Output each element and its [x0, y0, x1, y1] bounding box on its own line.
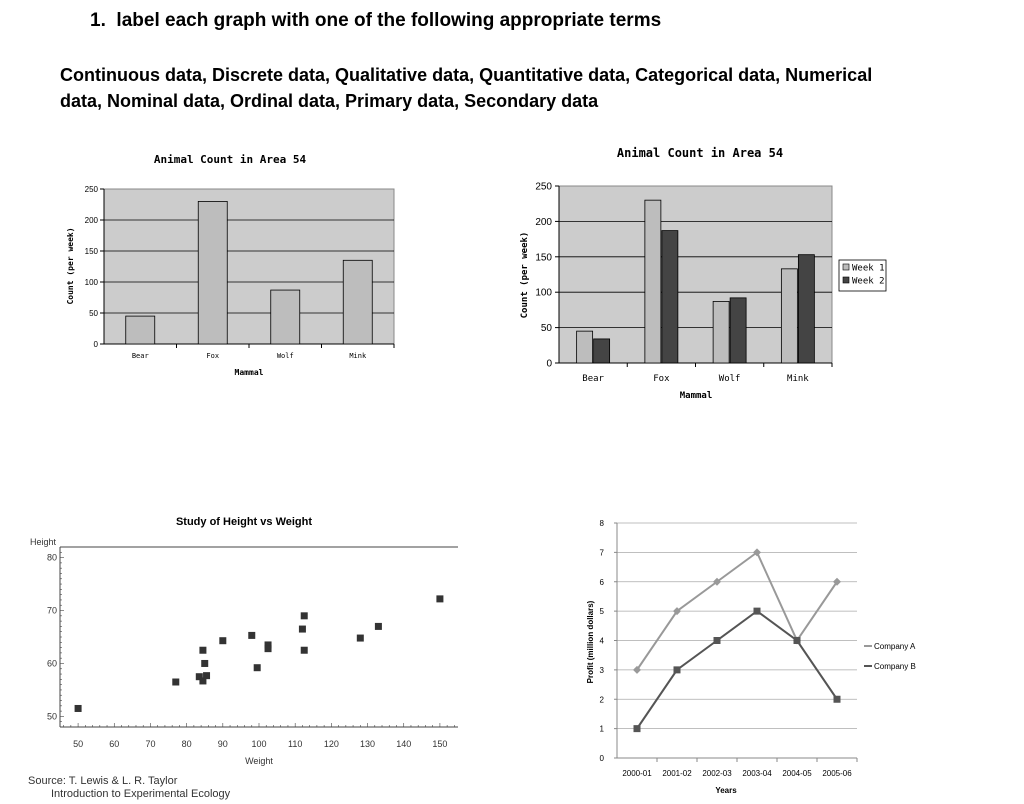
chart2-legend-label: Week 1: [852, 263, 885, 274]
chart4-point-company-b: [794, 637, 801, 644]
chart4-legend-label: Company B: [874, 662, 916, 671]
terms-line-1: Continuous data, Discrete data, Qualitative data, Quantitative data, Categorical data, Numerical: [60, 65, 873, 85]
chart4-x-tick-label: 2002-03: [702, 769, 732, 778]
chart4-x-tick-label: 2003-04: [742, 769, 772, 778]
chart3-x-axis-label: Weight: [245, 756, 273, 766]
chart2-x-axis-label: Mammal: [679, 391, 713, 401]
chart3-point: [75, 705, 82, 712]
chart3-point: [199, 647, 206, 654]
chart3-x-tick-label: 130: [360, 739, 376, 749]
chart4-y-tick-label: 5: [599, 607, 604, 617]
chart2-bar-mink-week2: [798, 255, 814, 363]
chart3-title: Study of Height vs Weight: [175, 516, 313, 528]
terms-line-2: data, Nominal data, Ordinal data, Primary data, Secondary data: [60, 91, 599, 111]
chart4-y-tick-label: 7: [599, 548, 604, 558]
chart4-y-axis-label: Profit (million dollars): [586, 600, 595, 684]
chart2-x-tick-label: Fox: [653, 374, 670, 384]
chart3-point: [201, 660, 208, 667]
chart3-point: [248, 632, 255, 639]
chart4-point-company-b: [674, 666, 681, 673]
chart3-point: [299, 626, 306, 633]
chart4-x-tick-label: 2001-02: [662, 769, 692, 778]
chart3-y-axis-label: Height: [30, 537, 57, 547]
chart1-x-tick-label: Mink: [349, 352, 367, 360]
chart1-x-axis-label: Mammal: [234, 368, 264, 377]
chart2-legend-swatch: [843, 277, 849, 283]
chart1-bar-bear: [126, 316, 155, 344]
chart2-legend-swatch: [843, 264, 849, 270]
chart3-source-line1: Source: T. Lewis & L. R. Taylor: [28, 775, 178, 787]
chart4-y-tick-label: 2: [599, 695, 604, 705]
chart1-bar-mink: [343, 260, 372, 344]
chart4-legend-label: Company A: [874, 642, 916, 651]
chart4-y-tick-label: 6: [599, 577, 604, 587]
chart4-y-tick-label: 3: [599, 665, 604, 675]
chart3-x-tick-label: 90: [217, 739, 228, 749]
chart2-title: Animal Count in Area 54: [616, 146, 784, 160]
chart2-y-tick-label: 250: [535, 181, 552, 193]
chart3-point: [203, 672, 210, 679]
chart4-x-axis-label: Years: [715, 786, 737, 795]
chart4-y-tick-label: 1: [599, 724, 604, 734]
chart1-x-tick-label: Bear: [131, 352, 149, 360]
chart4-y-tick-label: 8: [599, 519, 604, 528]
chart1-y-axis-label: Count (per week): [66, 227, 75, 305]
chart2-bar-bear-week2: [594, 339, 610, 363]
chart2-bar-bear-week1: [577, 331, 593, 363]
chart3-x-tick-label: 150: [432, 739, 448, 749]
chart2-y-axis-label: Count (per week): [520, 231, 530, 319]
chart1-bar-fox: [198, 201, 227, 344]
chart4-y-tick-label: 0: [599, 754, 604, 763]
chart4-x-tick-label: 2005-06: [822, 769, 852, 778]
chart4-x-tick-label: 2000-01: [622, 769, 652, 778]
chart3-point: [357, 635, 364, 642]
chart3-x-tick-label: 80: [181, 739, 192, 749]
question-text: label each graph with one of the following appropriate terms: [116, 10, 662, 31]
chart1-y-tick-label: 0: [93, 340, 98, 349]
chart3-x-tick-label: 120: [323, 739, 339, 749]
chart4-y-tick-label: 4: [599, 636, 604, 646]
chart1-x-tick-label: Wolf: [276, 352, 294, 360]
chart2-x-tick-label: Bear: [582, 374, 604, 384]
chart1-bar-wolf: [271, 290, 300, 344]
chart1-y-tick-label: 200: [84, 216, 98, 225]
chart2-x-tick-label: Mink: [787, 374, 809, 384]
chart1-x-tick-label: Fox: [206, 352, 220, 360]
chart4-x-tick-label: 2004-05: [782, 769, 812, 778]
question-number: 1.: [90, 10, 106, 31]
chart2-bar-fox-week1: [645, 200, 661, 363]
chart2-legend-label: Week 2: [852, 276, 885, 287]
chart2-y-tick-label: 200: [535, 216, 552, 228]
chart4-point-company-b: [754, 608, 761, 615]
chart3-x-tick-label: 110: [288, 739, 303, 749]
chart3-point: [219, 637, 226, 644]
chart3-point: [265, 645, 272, 652]
chart4-point-company-b: [834, 696, 841, 703]
chart1-y-tick-label: 150: [84, 247, 98, 256]
chart4-point-company-b: [634, 725, 641, 732]
chart2-x-tick-label: Wolf: [718, 374, 741, 384]
chart3-x-tick-label: 140: [396, 739, 412, 749]
chart2-y-tick-label: 150: [535, 252, 552, 264]
chart3-source-line2: Introduction to Experimental Ecology: [51, 788, 231, 800]
chart2-y-tick-label: 50: [540, 323, 552, 335]
chart3-point: [436, 595, 443, 602]
chart3-x-tick-label: 70: [145, 739, 156, 749]
chart1-y-tick-label: 100: [84, 278, 98, 287]
chart3-point: [301, 612, 308, 619]
chart1-title: Animal Count in Area 54: [153, 153, 307, 166]
chart3-x-tick-label: 60: [109, 739, 120, 749]
chart2-y-tick-label: 0: [546, 358, 552, 370]
chart3-y-tick-label: 80: [46, 552, 57, 563]
chart3-y-tick-label: 50: [46, 711, 57, 722]
chart3-x-tick-label: 50: [73, 739, 84, 749]
chart3-point: [301, 647, 308, 654]
chart2-bar-wolf-week2: [730, 298, 746, 363]
chart3-point: [254, 664, 261, 671]
chart1-y-tick-label: 50: [89, 309, 98, 318]
chart2-bar-wolf-week1: [713, 301, 729, 363]
chart3-point: [375, 623, 382, 630]
chart4-point-company-b: [714, 637, 721, 644]
chart3-point: [172, 679, 179, 686]
chart3-x-tick-label: 100: [251, 739, 267, 749]
chart2-bar-fox-week2: [662, 231, 678, 363]
chart3-y-tick-label: 60: [46, 658, 57, 669]
chart2-bar-mink-week1: [781, 269, 797, 363]
chart3-y-tick-label: 70: [46, 605, 57, 616]
chart2-y-tick-label: 100: [535, 287, 552, 299]
chart1-y-tick-label: 250: [84, 185, 98, 194]
